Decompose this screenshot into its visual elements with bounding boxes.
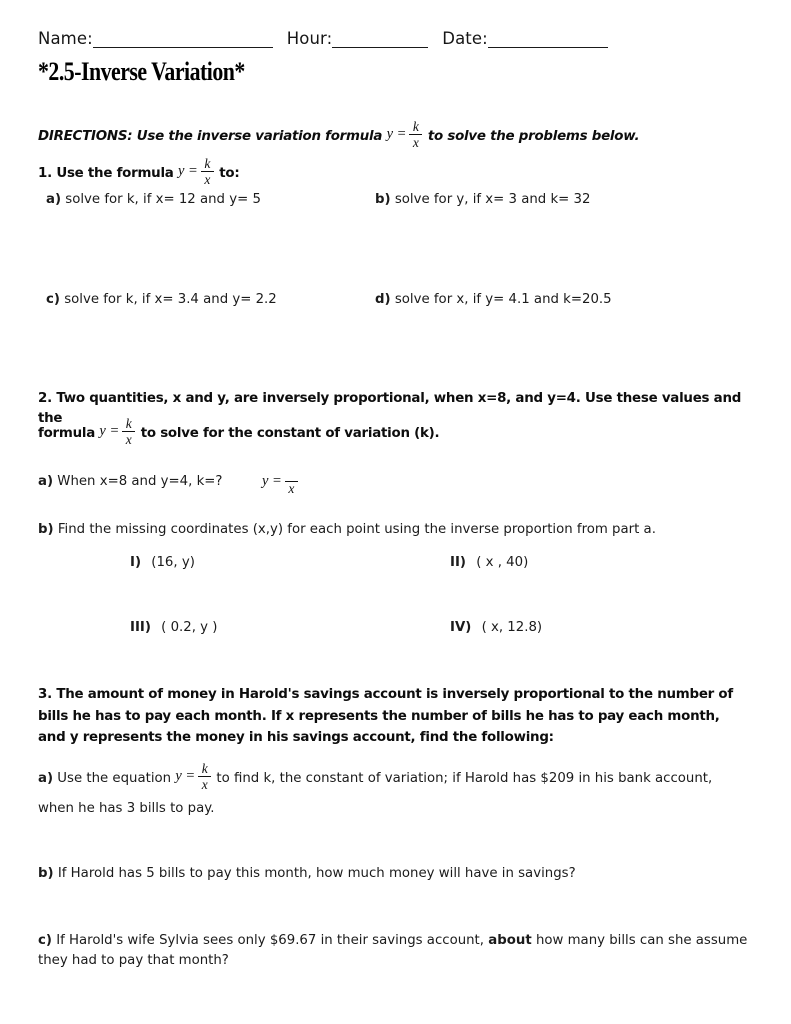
fraction — [122, 417, 135, 447]
question-2-suffix: to solve for the constant of variation (k). — [140, 425, 440, 441]
question-1-part-a — [46, 190, 261, 210]
question-2-part-b — [38, 520, 738, 540]
part-text: If Harold has 5 bills to pay this month, how much money will have in savings? — [57, 866, 576, 881]
point-value: ( x, 12.8) — [481, 620, 543, 635]
question-2-point-IV — [450, 618, 542, 638]
part-text: solve for k, if x= 12 and y= 5 — [65, 192, 261, 207]
question-2-part-a — [38, 472, 458, 492]
fraction — [285, 467, 298, 496]
fraction-numerator: k — [125, 416, 132, 431]
question-3-part-a-line2: when he has 3 bills to pay. — [38, 801, 215, 816]
student-info-header — [38, 29, 748, 48]
roman-numeral-label: I) — [130, 555, 142, 570]
question-1-stem — [38, 158, 638, 188]
part-label: c) — [38, 933, 52, 948]
question-2-line-1: 2. Two quantities, x and y, are inversely proportional, when x=8, and y=4. Use these values and the — [38, 391, 742, 427]
part-c-emphasis: about — [488, 933, 532, 948]
hour-label: Hour: — [286, 29, 333, 48]
fraction-denominator: x — [288, 481, 295, 496]
question-1-part-d — [375, 290, 612, 310]
part-label: b) — [38, 522, 54, 537]
formula-lhs: y = — [99, 423, 120, 440]
fraction — [201, 157, 214, 187]
part-label: a) — [46, 192, 62, 207]
fraction-denominator: x — [125, 431, 132, 447]
fraction-denominator: x — [201, 776, 208, 792]
blank-equation-answer[interactable] — [262, 468, 299, 497]
question-2-point-I — [130, 553, 195, 573]
fraction-numerator: k — [201, 761, 208, 776]
formula-lhs: y = — [178, 163, 198, 180]
formula-k-over-x — [99, 417, 136, 447]
part-c-text-2: how many bills can she assume they had to pay that month? — [38, 933, 748, 969]
fraction — [198, 762, 211, 792]
roman-numeral-label: III) — [130, 620, 151, 635]
part-text: When x=8 and y=4, k=? — [57, 474, 223, 489]
part-text: solve for x, if y= 4.1 and k=20.5 — [394, 292, 612, 307]
name-label: Name: — [38, 29, 93, 48]
question-3-part-b — [38, 864, 738, 884]
question-2-line-2 — [38, 418, 758, 448]
date-label: Date: — [442, 29, 488, 48]
fraction — [409, 120, 422, 150]
question-1-prefix: 1. Use the formula — [38, 165, 174, 181]
question-2-point-III — [130, 618, 217, 638]
part-label: d) — [375, 292, 391, 307]
page-title: *2.5-Inverse Variation* — [38, 57, 245, 86]
question-1-part-b — [375, 190, 590, 210]
part-c-text-1: If Harold's wife Sylvia sees only $69.67 in their savings account, — [56, 933, 485, 948]
formula-lhs: y = — [386, 126, 407, 143]
question-3-part-a — [38, 763, 756, 793]
formula-k-over-x — [387, 120, 424, 150]
directions-line — [38, 121, 738, 151]
name-blank-line[interactable] — [93, 35, 273, 48]
hour-blank-line[interactable] — [332, 35, 428, 48]
part-text: Find the missing coordinates (x,y) for each point using the inverse proportion from part a. — [57, 522, 656, 537]
fraction-numerator: k — [204, 156, 211, 171]
directions-suffix: to solve the problems below. — [427, 128, 640, 144]
part-label: b) — [38, 866, 54, 881]
formula-k-over-x — [178, 157, 215, 187]
formula-blank-over-x — [262, 467, 299, 496]
point-value: ( 0.2, y ) — [161, 620, 218, 635]
question-3-part-c — [38, 931, 753, 971]
part-label: c) — [46, 292, 60, 307]
part-label: b) — [375, 192, 391, 207]
date-blank-line[interactable] — [488, 35, 608, 48]
part-a-suffix: to find k, the constant of variation; if Harold has $209 in his bank account, — [216, 770, 713, 786]
question-2-point-II — [450, 553, 528, 573]
question-3-intro: 3. The amount of money in Harold's savings account is inversely proportional to the number of bills he has to pay each month. If x represents the number of bills he has to pay each month, and y represents the money in his savings account, find the following: — [38, 687, 733, 746]
point-value: ( x , 40) — [476, 555, 529, 570]
roman-numeral-label: IV) — [450, 620, 472, 635]
fraction-numerator: k — [412, 119, 419, 134]
part-label: a) — [38, 474, 54, 489]
part-text: solve for y, if x= 3 and k= 32 — [394, 192, 591, 207]
directions-prefix: DIRECTIONS: Use the inverse variation formula — [38, 128, 383, 144]
question-1-suffix: to: — [219, 165, 240, 181]
part-label: a) — [38, 770, 54, 786]
formula-lhs: y = — [175, 768, 196, 785]
question-1-part-c — [46, 290, 277, 310]
fraction-denominator: x — [412, 134, 419, 150]
fraction-numerator-blank[interactable] — [286, 467, 297, 480]
point-value: (16, y) — [151, 555, 195, 570]
roman-numeral-label: II) — [450, 555, 466, 570]
formula-lhs: y = — [262, 472, 282, 489]
part-text: solve for k, if x= 3.4 and y= 2.2 — [64, 292, 277, 307]
question-2-prefix: formula — [38, 425, 95, 441]
fraction-denominator: x — [204, 171, 211, 187]
formula-k-over-x — [175, 762, 212, 792]
part-a-prefix: Use the equation — [57, 770, 172, 786]
